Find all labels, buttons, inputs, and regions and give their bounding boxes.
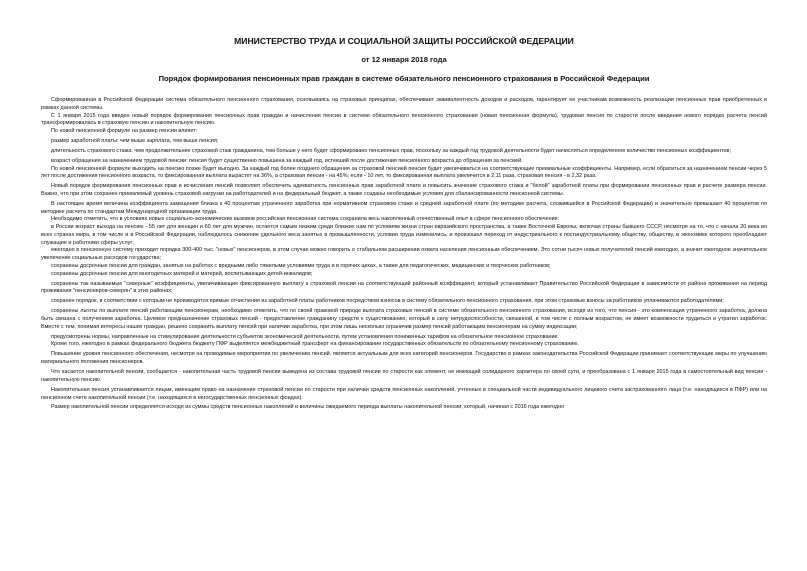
ministry-heading: МИНИСТЕРСТВО ТРУДА И СОЦИАЛЬНОЙ ЗАЩИТЫ РОССИЙСКОЙ ФЕДЕРАЦИИ [234,36,574,46]
paragraph: Размер накопительной пенсии определяется исходя из суммы средств пенсионных накоплений и величины ожидаемого периода выплаты накопительной пенсии, который, начиная с 2016 года ежегодно [51,404,565,411]
paragraph: Кроме того, ежегодно в рамках федерального бюджета бюджету ПФР выделяется межбюджетный трансферт на финансирование государственных обязательств по обязательному пенсионному страхованию. [51,341,579,348]
paragraph: Сформированная в Российской Федерации система обязательного пенсионного страхования, основываясь на страховых принципах, обеспечивает эквивалентность доходов и расходов, гарантирует ее участникам возможность реализации пенсионных прав приобретенных в рамках данной системы. [41,97,767,111]
paragraph: Накопительная пенсия устанавливается лицам, имеющим право на назначение страховой пенсии по старости при наличии средств пенсионных накоплений, учтенных в специальной части индивидуального лицевого счета застрахованного лица (т.е. находящихся в ПФР) или на пенсионном счете накопительной пенсии (т.е. находящихся в негосударственных пенсионных фондах). [41,386,767,401]
paragraph: По новой пенсионной формуле выходить на пенсию позже будет выгодно. За каждый год более позднего обращения за страховой пенсией пенсия будет увеличиваться на соответствующие премиальные коэффициенты. Например, если обратиться за назначением пенсии через 5 лет после достижения пенсионного возраста, то фиксированная выплата вырастет на 36%, а страховая пенсия - на 45%; если - 10 лет, то фиксированная выплата увеличится в 2,11 раза, страховая пенсия - в 2,32 раза. [41,165,767,180]
paragraph: длительность страхового стажа: чем продолжительнее страховой стаж гражданина, тем больше у него будет сформировано пенсионных прав, поскольку за каждый год трудовой деятельности будет начисляться определенное количество пенсионных коэффициентов; [51,147,731,154]
paragraph: сохранены досрочные пенсии для граждан, занятых на работах с вредными либо тяжелыми условиями труда и в горячих цехах, а также для педагогических, медицинских и творческих работников; [51,262,551,269]
document-body [41,97,767,412]
paragraph: Новый порядок формирования пенсионных прав и исчисления пенсий позволяет обеспечить адекватность пенсионных прав заработной плате и повысить значение страхового стажа и "белой" заработной платы при формировании пенсионных прав и расчете размера пенсии. Важно, что при этом сохранен приемлемый уровень страховой нагрузки на работодателей и на федеральный бюджет, а также созданы необходимые условия для сбалансированности пенсионной системы. [41,183,767,197]
document-date: от 12 января 2018 года [361,55,447,64]
paragraph: Необходимо отметить, что в условиях новых социально-экономических вызовов российская пенсионная система сохранила весь накопленный отечественный опыт в сфере пенсионного обеспечения: [51,216,560,223]
paragraph: С 1 января 2015 года введен новый порядок формирования пенсионных прав граждан и начисления пенсии в системе обязательного пенсионного страхования (новая пенсионная формула), трудовая пенсия по старости после введения нового порядка расчета пенсий трансформировалась в страховую пенсию и накопительную пенсию. [41,112,767,127]
paragraph: сохранен порядок, в соответствии с которым не производятся прямые отчисления из заработной платы работников посредством взносов в систему обязательного пенсионного страхования, при этом страховые взносы за работников уплачиваются работодателями; [51,298,724,305]
paragraph: размер заработной платы: чем выше зарплата, тем выше пенсия; [51,137,219,144]
paragraph: В настоящее время величина коэффициента замещения близка к 40 процентам утраченного заработка при нормативном страховом стаже и средней заработной плате (по методике расчета, сложившейся в Российской Федерации) и значительно превышает 40 процентов по методике расчета по стандартам Международной организации труда. [41,200,767,215]
paragraph: Что касается накопительной пенсии, сообщается - накопительная часть трудовой пенсии выведена из состава трудовой пенсии по старости как элемент, не имеющий солидарного характера по своей сути, и преобразована с 1 января 2015 года в самостоятельный вид пенсии - накопительную пенсию. [41,369,767,383]
paragraph: в России возраст выхода на пенсию - 55 лет для женщин и 60 лет для мужчин, остается самым низким среди близких нам по условиям жизни стран евразийского пространства, а также Восточной Европы, включая страны бывшего СССР, несмотря на то, что с начала 20 века во всех странах мира, в том числе и в Российской Федерации, наблюдалось снижение удельного веса занятых в промышленности, условия труда изменились, и произошел переход от индустриального к постиндустриальному обществу, обществу, в экономике которого преобладают служащие и работники сферы услуг; [41,224,767,246]
paragraph: Повышение уровня пенсионного обеспечения, несмотря на проводимые мероприятия по увеличению пенсий, является актуальным для всех категорий пенсионеров. Государство в рамках законодательства Российской Федерации принимает соответствующие меры по улучшению материального положения пенсионеров. [41,351,767,366]
paragraph: сохранены так называемые "северные" коэффициенты, увеличивающие фиксированную выплату к страховой пенсии на соответствующий районный коэффициент, который устанавливает Правительство Российской Федерации в зависимости от района проживания на период проживания "пенсионеров-северян" в этих районах; [41,280,767,295]
document-title: Порядок формирования пенсионных прав граждан в системе обязательного пенсионного страхования в Российской Федерации [158,74,650,83]
paragraph: По новой пенсионной формуле на размер пенсии влияет: [51,128,198,134]
paragraph: сохранены досрочные пенсии для многодетных матерей и матерей, воспитывающих детей-инвалидов; [51,270,313,277]
paragraph: сохранены льготы по выплате пенсий работающим пенсионерам, необходимо отметить, что по своей правовой природе выплата страховых пенсий в системе обязательного пенсионного страхования, исходя из того, что пенсия - это компенсация утраченного заработка, должна быть связана с получением заработка. Целевое предназначение страховых пенсий - предоставление гражданину средств к существованию, который в силу нетрудоспособности, связанной, в том числе с полным возрастом, не имеет возможности трудиться и утратил заработок. Вместе с тем, понимая интересы наших граждан, решено сохранить выплату пенсий при наличии заработка, при этом лишь несколько ограничив размер пенсий работающим пенсионерам на сумму индексации; [41,308,767,330]
paragraph: предусмотрены нормы, направленные на стимулирование деятельности субъектов экономической деятельности, путем установления пониженных тарифов на обязательное пенсионное страхование. [51,333,560,340]
paragraph: ежегодно в пенсионную систему приходит порядка 300-400 тыс. "новых" пенсионеров, в этом случае можно говорить о стабильном расширении охвата населения пенсионным обеспечением. Это сотни тысяч новых получателей пенсий ежегодно, а значит ежегодное значительное увеличение социальных расходов государства; [41,247,767,262]
paragraph: возраст обращения за назначением трудовой пенсии: пенсия будет существенно повышена за каждый год, истекший после достижения пенсионного возраста до обращения за пенсией. [51,157,523,164]
